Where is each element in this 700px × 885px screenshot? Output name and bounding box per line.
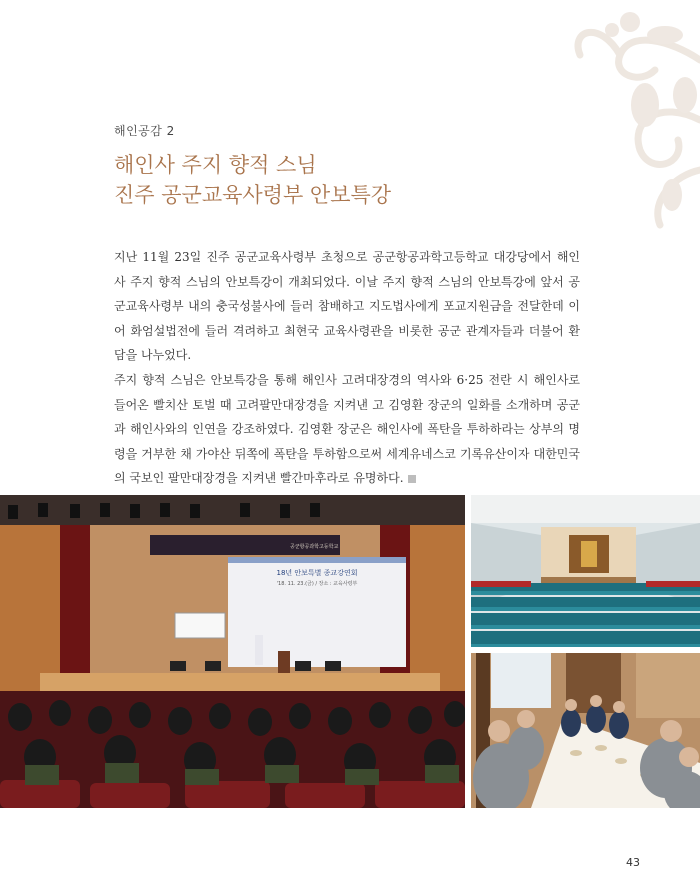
paragraph-2-text: 주지 향적 스님은 안보특강을 통해 해인사 고려대장경의 역사와 6·25 전란 시 해인사로 들어온 빨치산 토벌 때 고려팔만대장경을 지켜낸 고 김영환 장군의 일화를 소개하며 공군과 해인사와의 인연을 강조하였다. 김영환 장군은 해인사에 폭탄을 투하하라는 상부의 명령을 거부한 채 가야산 뒤쪽에 폭탄을 투하함으로써 세계유네스코 기록유산이자 대한민국의 국보인 팔만대장경을 지켜낸 빨간마후라로 유명하다. — [114, 372, 580, 486]
screen-title: 18년 안보특별 종교강연회 — [276, 569, 358, 577]
title-line-2: 진주 공군교육사령부 안보특강 — [114, 183, 392, 207]
section-label: 해인공감 2 — [114, 124, 175, 138]
article-body — [114, 245, 580, 491]
paragraph-1: 지난 11월 23일 진주 공군교육사령부 초청으로 공군항공과학고등학교 대강당에서 해인사 주지 향적 스님의 안보특강이 개최되었다. 이날 주지 향적 스님의 안보특강에 앞서 공군교육사령부 내의 충국성불사에 들러 참배하고 지도법사에게 포교지원금을 전달한데 이어 화엄설법전에 들러 격려하고 최현국 교육사령관을 비롯한 공군 관계자들과 더불어 환담을 나누었다. — [114, 250, 580, 363]
banner-school-name: 공군항공과학고등학교 — [290, 544, 339, 550]
photo-auditorium — [471, 495, 700, 647]
title-line-1: 해인사 주지 향적 스님 — [114, 153, 317, 177]
end-mark-icon — [408, 475, 416, 483]
photo-lecture-hall — [0, 495, 465, 808]
screen-subtitle: '18. 11. 23.(금) / 장소 : 교육사령부 — [276, 581, 358, 587]
photo-meeting — [471, 653, 700, 808]
page-number: 43 — [626, 856, 640, 869]
paragraph-2 — [114, 368, 580, 491]
article-title — [114, 150, 584, 210]
